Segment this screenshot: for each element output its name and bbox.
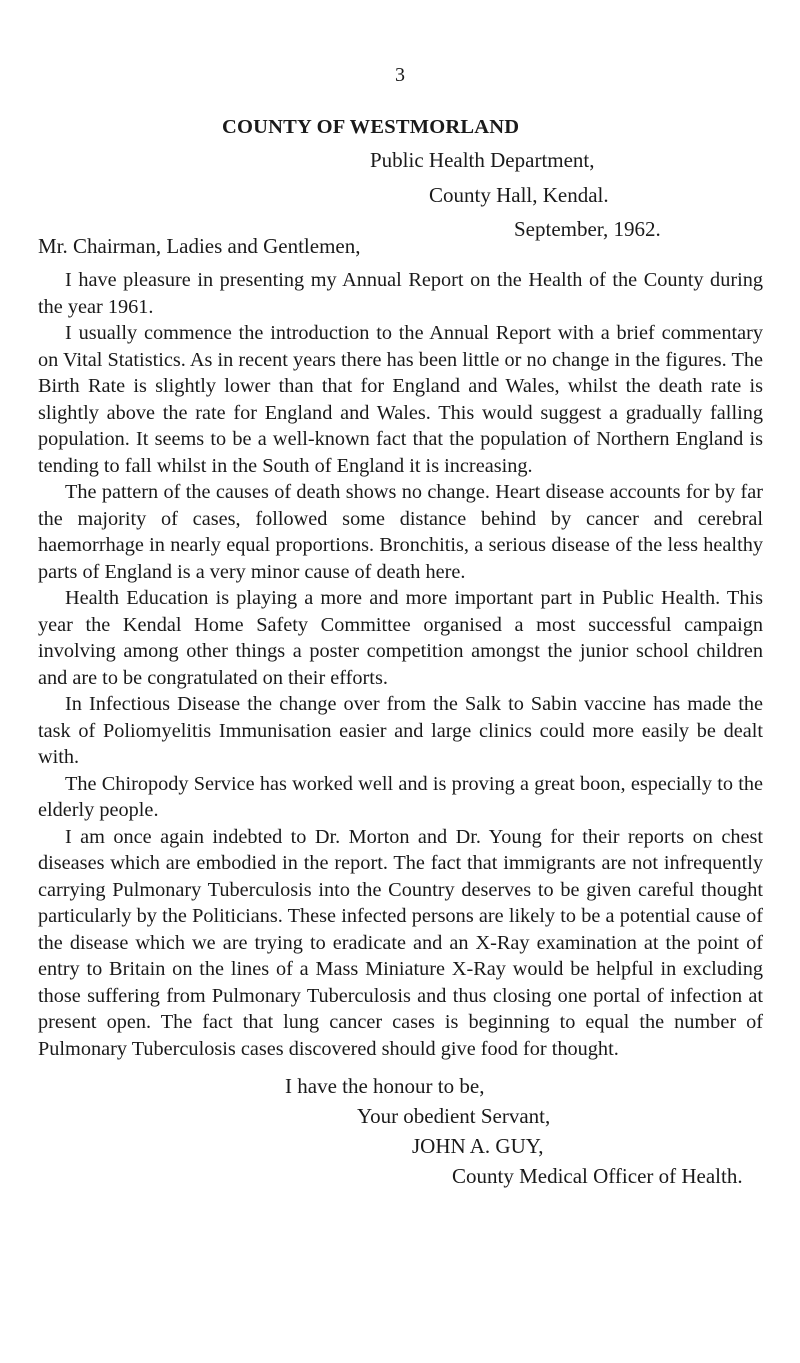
closing-line: I have the honour to be, xyxy=(285,1074,485,1098)
closing-line: Your obedient Servant, xyxy=(357,1104,551,1128)
paragraph: The Chiropody Service has worked well and is proving a great boon, especially to the elderly people. xyxy=(38,772,763,821)
letter-body xyxy=(38,267,763,1062)
page-number: 3 xyxy=(395,64,405,86)
paragraph: I have pleasure in presenting my Annual Report on the Health of the County during the year 1961. xyxy=(38,269,763,318)
signatory-name: JOHN A. GUY, xyxy=(412,1134,544,1158)
signatory-title: County Medical Officer of Health. xyxy=(452,1164,743,1188)
paragraph: Health Education is playing a more and more important part in Public Health. This year the Kendal Home Safety Committee organised a most successful campaign involving among other things a poster competition amongst the junior school children and are to be congratulated on their efforts. xyxy=(38,587,763,689)
paragraph: I usually commence the introduction to the Annual Report with a brief commentary on Vital Statistics. As in recent years there has been little or no change in the figures. The Birth Rate is slightly lower than that for England and Wales, whilst the death rate is slightly above the rate for England and Wales. This would suggest a gradually falling population. It seems to be a well-known fact that the population of Northern England is tending to fall whilst in the South of England it is increasing. xyxy=(38,322,763,477)
paragraph: I am once again indebted to Dr. Morton and Dr. Young for their reports on chest diseases which are embodied in the report. The fact that immigrants are not infrequently carrying Pulmonary Tuberculosis into the Country deserves to be given careful thought particularly by the Politicians. These infected persons are likely to be a potential cause of the disease which we are trying to eradicate and an X-Ray examination at the point of entry to Britain on the lines of a Mass Miniature X-Ray would be helpful in excluding those suffering from Pulmonary Tuberculosis and thus closing one portal of infection at present open. The fact that lung cancer cases is beginning to equal the number of Pulmonary Tuberculosis cases discovered should give food for thought. xyxy=(38,825,763,1060)
salutation: Mr. Chairman, Ladies and Gentlemen, xyxy=(38,234,361,258)
address-department: Public Health Department, xyxy=(370,148,595,172)
address-date: September, 1962. xyxy=(514,217,661,241)
paragraph: In Infectious Disease the change over from the Salk to Sabin vaccine has made the task of Poliomyelitis Immunisation easier and large clinics could more easily be dealt with. xyxy=(38,693,763,768)
address-location: County Hall, Kendal. xyxy=(429,183,609,207)
page-title: COUNTY OF WESTMORLAND xyxy=(222,116,520,138)
paragraph: The pattern of the causes of death shows no change. Heart disease accounts for by far the majority of cases, followed some distance behind by cancer and cerebral haemorrhage in nearly equal proportions. Bronchitis, a serious disease of the less healthy parts of England is a very minor cause of death here. xyxy=(38,481,763,583)
